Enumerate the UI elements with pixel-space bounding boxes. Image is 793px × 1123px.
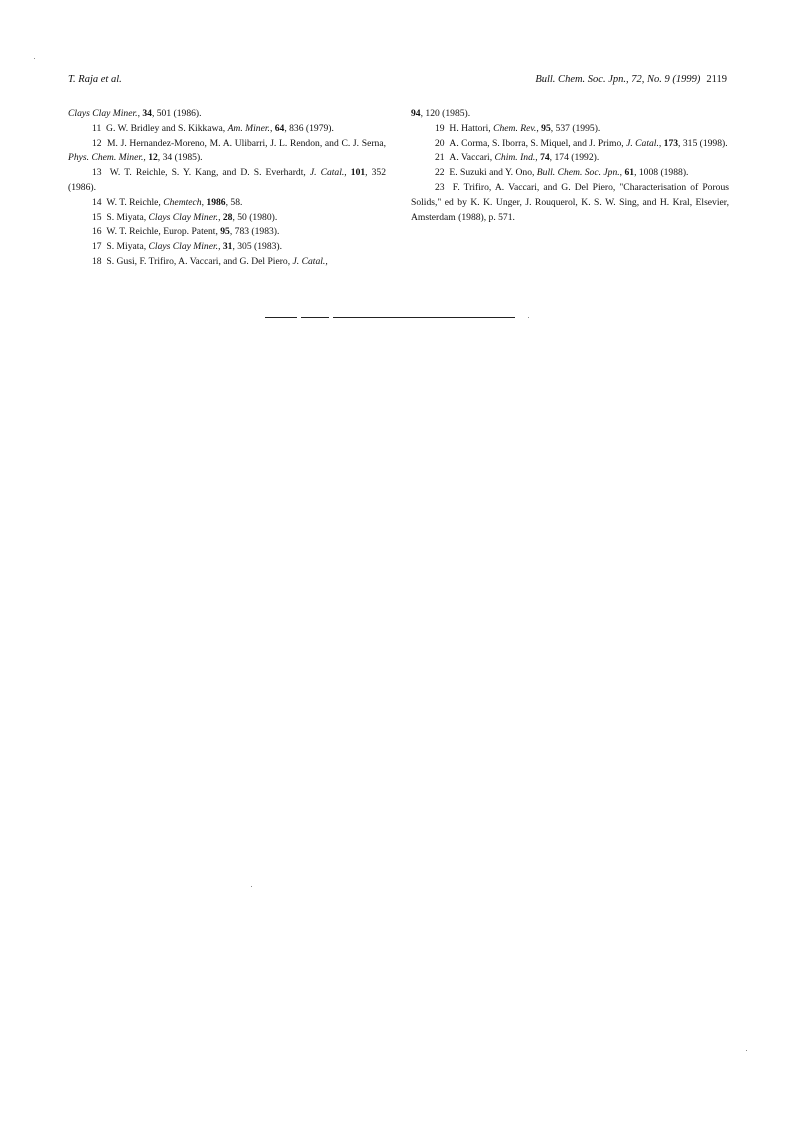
reference-item xyxy=(68,240,386,255)
references-right-column xyxy=(411,107,729,225)
reference-separator: , xyxy=(658,137,664,149)
reference-volume: 173 xyxy=(663,137,679,149)
reference-separator: , xyxy=(536,122,542,134)
reference-separator: , xyxy=(619,167,625,179)
reference-number: 20 xyxy=(435,137,445,149)
reference-separator: , xyxy=(201,196,207,208)
reference-rest: , 537 (1995). xyxy=(550,122,601,134)
reference-list-left xyxy=(68,122,386,270)
end-rule-segment xyxy=(265,317,297,318)
reference-journal: Clays Clay Miner. xyxy=(68,108,138,119)
reference-item xyxy=(68,122,386,137)
reference-authors: S. Gusi, F. Trifiro, A. Vaccari, and G. Del Piero, xyxy=(106,255,293,267)
reference-item xyxy=(411,166,729,181)
reference-authors: S. Miyata, xyxy=(106,211,149,223)
reference-volume: 101 xyxy=(350,167,366,179)
reference-number: 12 xyxy=(92,137,102,149)
reference-separator: , xyxy=(535,152,541,164)
reference-volume: 95 xyxy=(541,122,551,134)
page-number: 2119 xyxy=(706,74,727,85)
reference-journal: Clays Clay Miner. xyxy=(148,211,219,223)
reference-authors: W. T. Reichle, S. Y. Kang, and D. S. Everhardt, xyxy=(109,167,310,179)
reference-rest: , 783 (1983). xyxy=(229,226,280,238)
reference-number: 11 xyxy=(92,122,102,134)
reference-journal: Chem. Rev. xyxy=(493,122,537,134)
reference-number: 18 xyxy=(92,255,102,267)
reference-list-right xyxy=(411,122,729,226)
reference-volume: 64 xyxy=(274,122,285,134)
reference-rest: , 50 (1980). xyxy=(232,211,278,223)
reference-separator: , xyxy=(325,255,328,267)
journal-citation: Bull. Chem. Soc. Jpn., 72, No. 9 (1999) xyxy=(535,74,701,85)
reference-item xyxy=(68,255,386,270)
reference-authors: W. T. Reichle, Europ. Patent, xyxy=(106,226,221,238)
reference-rest: , 1008 (1988). xyxy=(634,167,689,179)
reference-number: 14 xyxy=(92,196,102,208)
reference-volume: 94 xyxy=(411,108,421,119)
reference-authors: S. Miyata, xyxy=(106,241,149,253)
reference-item xyxy=(411,181,729,225)
reference-separator: , xyxy=(344,167,351,179)
reference-rest: , 501 (1986). xyxy=(151,108,202,119)
reference-continuation: Clays Clay Miner., 34, 501 (1986). xyxy=(68,108,202,119)
reference-item xyxy=(68,211,386,226)
end-rule-segment xyxy=(333,317,515,318)
reference-volume: 28 xyxy=(222,211,233,223)
references-left-column xyxy=(68,107,386,270)
reference-separator: , xyxy=(143,152,149,164)
reference-journal: Bull. Chem. Soc. Jpn. xyxy=(536,167,620,179)
reference-volume: 95 xyxy=(220,226,230,238)
reference-volume: 61 xyxy=(624,167,635,179)
reference-separator: , xyxy=(218,241,223,253)
reference-journal: J. Catal. xyxy=(309,167,345,179)
reference-number: 16 xyxy=(92,226,102,238)
reference-number: 23 xyxy=(435,181,445,193)
reference-volume: 12 xyxy=(148,152,158,164)
reference-number: 15 xyxy=(92,211,102,223)
reference-item xyxy=(411,137,729,152)
reference-volume: 34 xyxy=(142,108,152,119)
reference-number: 22 xyxy=(435,167,445,179)
reference-journal: Chemtech xyxy=(163,196,202,208)
reference-journal: Chim. Ind. xyxy=(494,152,536,164)
reference-number: 17 xyxy=(92,241,102,253)
reference-journal: J. Catal. xyxy=(626,137,659,149)
running-head-journal xyxy=(535,74,727,85)
reference-number: 21 xyxy=(435,152,445,164)
reference-rest: , 120 (1985). xyxy=(420,108,471,119)
reference-item xyxy=(411,151,729,166)
reference-journal: Phys. Chem. Miner. xyxy=(68,152,144,164)
reference-authors: A. Corma, S. Iborra, S. Miquel, and J. Primo, xyxy=(449,137,627,149)
reference-authors: H. Hattori, xyxy=(449,122,494,134)
reference-rest: , 174 (1992). xyxy=(549,152,600,164)
reference-item xyxy=(411,122,729,137)
running-head-authors: T. Raja et al. xyxy=(68,74,122,85)
reference-number: 13 xyxy=(92,167,102,179)
scan-speck xyxy=(746,1050,747,1051)
reference-authors: F. Trifiro, A. Vaccari, and G. Del Piero, "Characterisation of Porous Solids," ed by K. K. Unger, J. Rouquerol, K. S. W. Sing, and H. Kral, Elsevier, Amsterdam (1988), p. 571. xyxy=(411,181,730,223)
reference-item xyxy=(68,137,386,167)
reference-authors: M. J. Hernandez-Moreno, M. A. Ulibarri, J. L. Rendon, and C. J. Serna, xyxy=(106,137,386,149)
reference-item xyxy=(68,166,386,196)
scan-speck xyxy=(251,886,252,887)
reference-separator: , xyxy=(218,211,223,223)
reference-item xyxy=(68,225,386,240)
reference-rest: , 315 (1998). xyxy=(678,137,728,149)
scan-speck xyxy=(528,317,529,318)
reference-authors: G. W. Bridley and S. Kikkawa, xyxy=(106,122,228,134)
reference-volume: 1986 xyxy=(206,196,226,208)
reference-rest: , 34 (1985). xyxy=(157,152,203,164)
reference-rest: , 352 (1986). xyxy=(68,167,387,193)
reference-authors: A. Vaccari, xyxy=(449,152,495,164)
reference-journal: Am. Miner. xyxy=(227,122,270,134)
reference-journal: Clays Clay Miner. xyxy=(148,241,219,253)
reference-item xyxy=(68,196,386,211)
reference-volume: 74 xyxy=(540,152,550,164)
reference-rest: , 836 (1979). xyxy=(284,122,334,134)
reference-volume: 31 xyxy=(222,241,233,253)
reference-continuation xyxy=(411,107,729,122)
reference-rest: , 58. xyxy=(225,196,243,208)
reference-separator: , xyxy=(269,122,275,134)
reference-authors: W. T. Reichle, xyxy=(106,196,164,208)
reference-number: 19 xyxy=(435,122,445,134)
reference-rest: , 305 (1983). xyxy=(232,241,283,253)
reference-journal: J. Catal. xyxy=(292,255,326,267)
reference-authors: E. Suzuki and Y. Ono, xyxy=(449,167,537,179)
end-rule-segment xyxy=(301,317,329,318)
scan-speck xyxy=(34,58,35,59)
